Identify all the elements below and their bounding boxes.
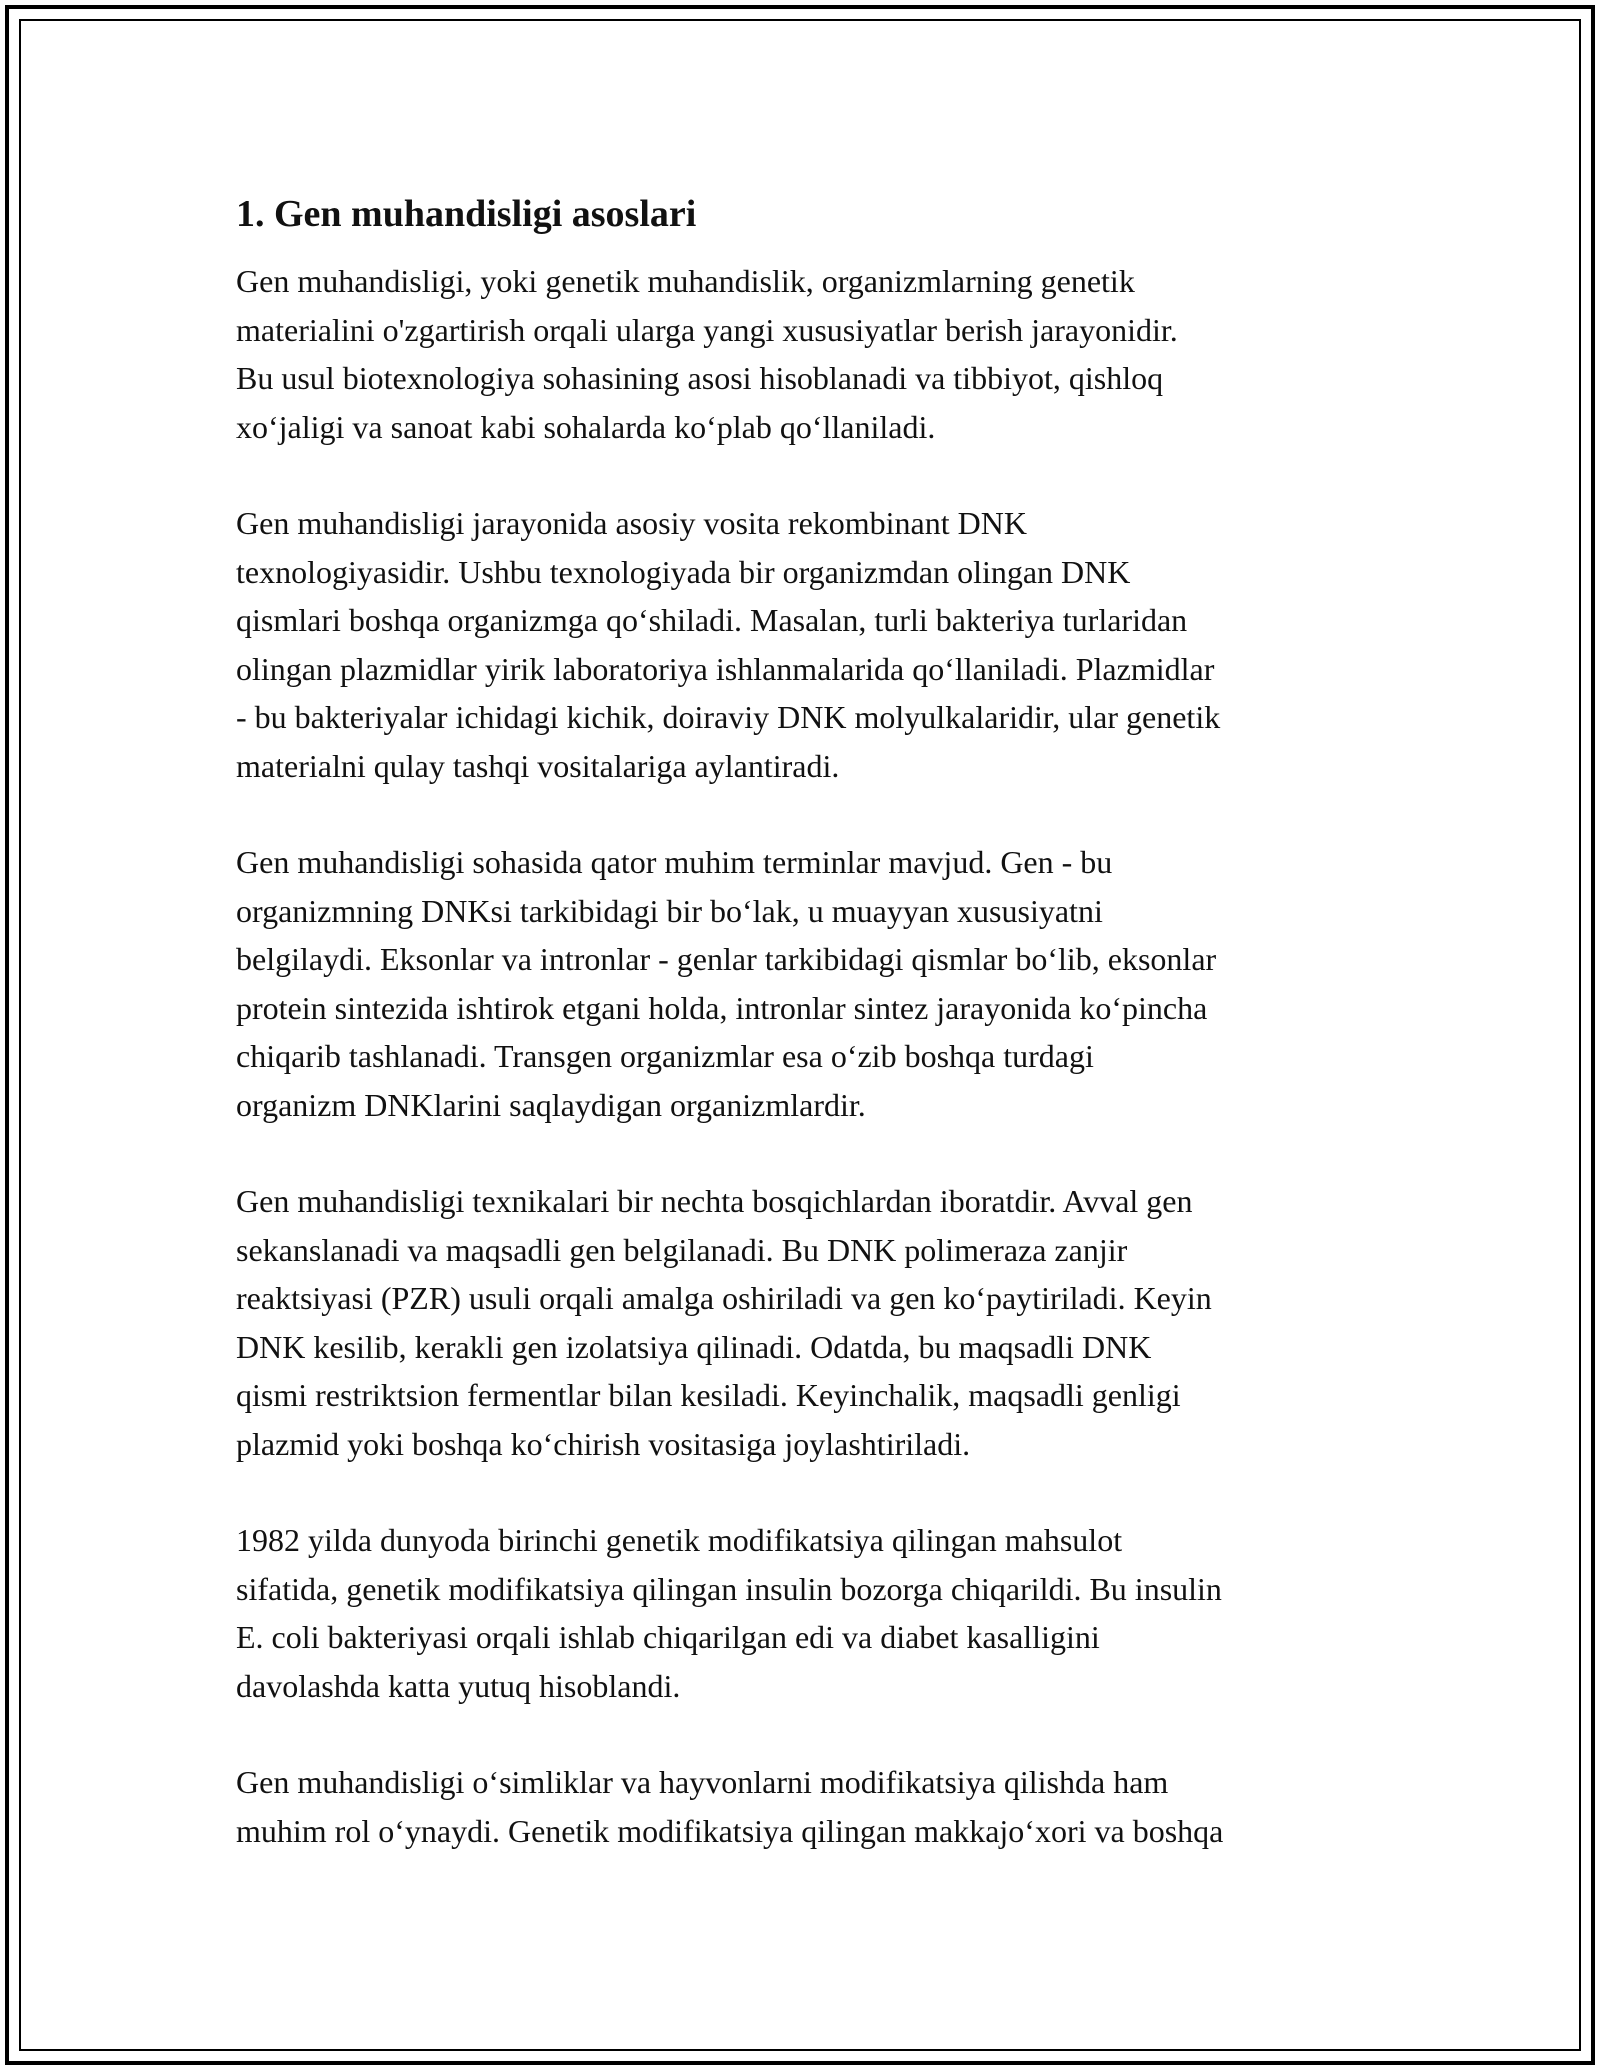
paragraph-plants-animals (236, 1758, 1376, 1855)
paragraph-line: chiqarib tashlanadi. Transgen organizmlar esa o‘zib boshqa turdagi (236, 1038, 1094, 1074)
paragraph-line: muhim rol o‘ynaydi. Genetik modifikatsiya qilingan makkajo‘xori va boshqa (236, 1812, 1224, 1849)
paragraph-line: organizmning DNKsi tarkibidagi bir bo‘lak, u muayyan xususiyatni (236, 892, 1103, 929)
paragraph-line: Gen muhandisligi jarayonida asosiy vosita rekombinant DNK (236, 505, 1027, 541)
section-heading: 1. Gen muhandisligi asoslari (236, 193, 697, 235)
paragraph-line: olingan plazmidlar yirik laboratoriya ishlanmalarida qo‘llaniladi. Plazmidlar (236, 650, 1215, 687)
paragraph-line: - bu bakteriyalar ichidagi kichik, doiraviy DNK molyulkalaridir, ular genetik (236, 699, 1221, 735)
paragraph-line: sifatida, genetik modifikatsiya qilingan insulin bozorga chiqarildi. Bu insulin (236, 1570, 1222, 1607)
paragraph-line: materialni qulay tashqi vositalariga aylantiradi. (236, 747, 840, 784)
paragraph-intro (236, 257, 1376, 451)
paragraph-recombinant-dna (236, 499, 1376, 790)
paragraph-line: qismi restriktsion fermentlar bilan kesiladi. Keyinchalik, maqsadli genligi (236, 1377, 1181, 1413)
paragraph-line: davolashda katta yutuq hisoblandi. (236, 1667, 681, 1704)
paragraph-line: Gen muhandisligi sohasida qator muhim terminlar mavjud. Gen - bu (236, 844, 1113, 880)
paragraph-line: 1982 yilda dunyoda birinchi genetik modifikatsiya qilingan mahsulot (236, 1522, 1123, 1558)
paragraph-line: Gen muhandisligi texnikalari bir nechta bosqichlardan iboratdir. Avval gen (236, 1183, 1193, 1219)
paragraph-line: E. coli bakteriyasi orqali ishlab chiqarilgan edi va diabet kasalligini (236, 1619, 1100, 1655)
paragraph-terminology (236, 838, 1376, 1129)
document-body (236, 188, 1376, 1903)
paragraph-techniques (236, 1177, 1376, 1468)
paragraph-line: materialini o'zgartirish orqali ularga yangi xususiyatlar berish jarayonidir. (236, 311, 1178, 348)
paragraph-line: organizm DNKlarini saqlaydigan organizmlardir. (236, 1086, 866, 1123)
paragraph-line: protein sintezida ishtirok etgani holda, intronlar sintez jarayonida ko‘pincha (236, 989, 1208, 1026)
paragraph-line: texnologiyasidir. Ushbu texnologiyada bir organizmdan olingan DNK (236, 553, 1131, 590)
paragraph-line: reaktsiyasi (PZR) usuli orqali amalga oshiriladi va gen ko‘paytiriladi. Keyin (236, 1280, 1212, 1316)
paragraph-line: DNK kesilib, kerakli gen izolatsiya qilinadi. Odatda, bu maqsadli DNK (236, 1328, 1152, 1365)
paragraph-insulin-1982 (236, 1516, 1376, 1710)
paragraph-line: belgilaydi. Eksonlar va intronlar - genlar tarkibidagi qismlar bo‘lib, eksonlar (236, 941, 1217, 977)
paragraph-line: Gen muhandisligi o‘simliklar va hayvonlarni modifikatsiya qilishda ham (236, 1764, 1169, 1800)
paragraph-line: sekanslanadi va maqsadli gen belgilanadi. Bu DNK polimeraza zanjir (236, 1231, 1128, 1268)
paragraph-line: Gen muhandisligi, yoki genetik muhandislik, organizmlarning genetik (236, 263, 1135, 299)
paragraph-line: Bu usul biotexnologiya sohasining asosi hisoblanadi va tibbiyot, qishloq (236, 360, 1164, 396)
paragraph-line: qismlari boshqa organizmga qo‘shiladi. Masalan, turli bakteriya turlaridan (236, 602, 1188, 638)
paragraph-line: xo‘jaligi va sanoat kabi sohalarda ko‘plab qo‘llaniladi. (236, 408, 936, 445)
paragraph-line: plazmid yoki boshqa ko‘chirish vositasiga joylashtiriladi. (236, 1425, 971, 1462)
